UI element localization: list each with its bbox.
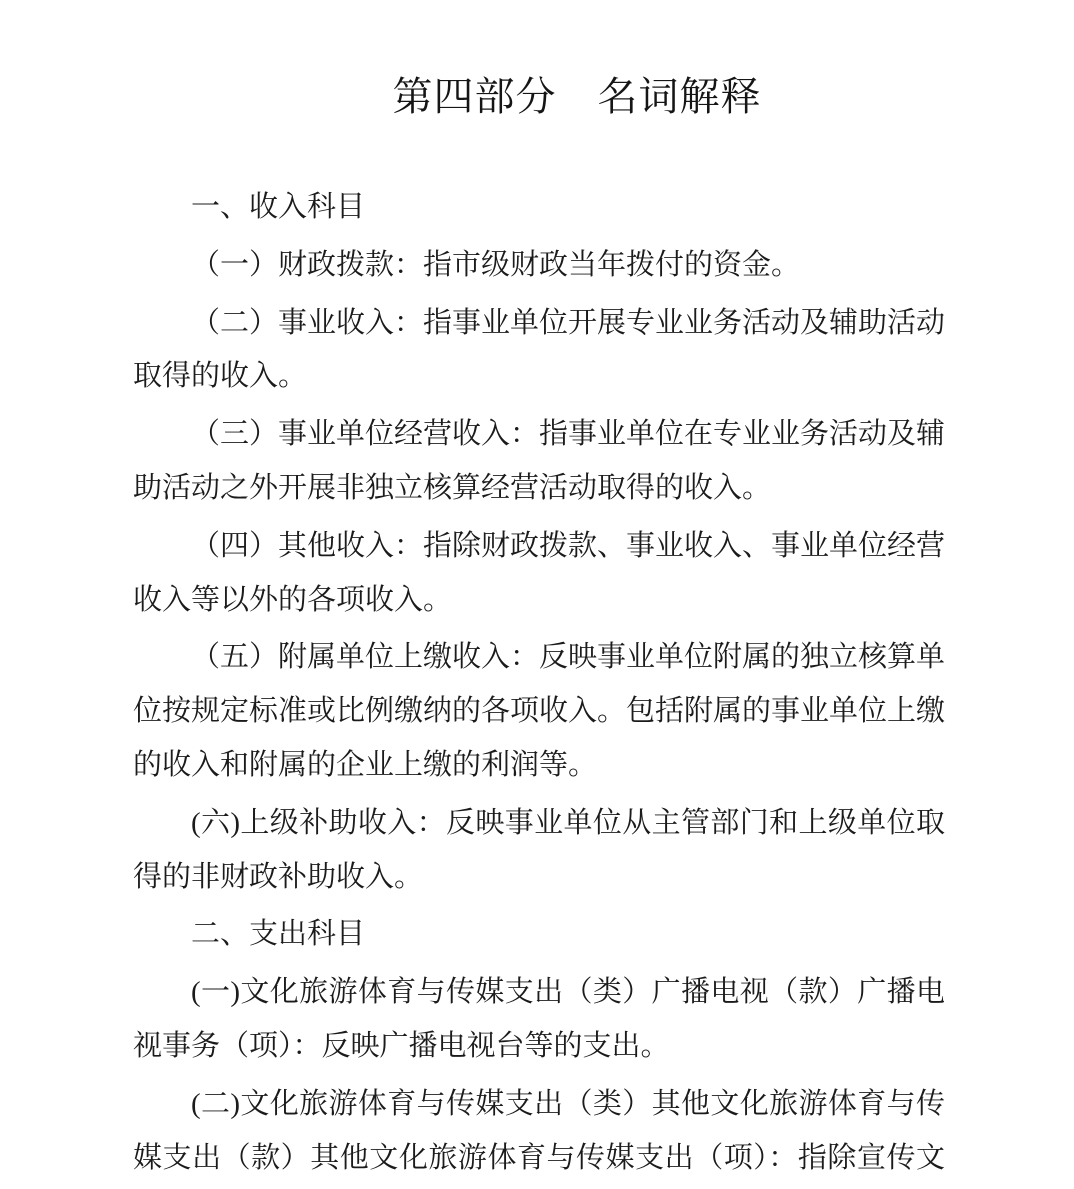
text-line: 取得的收入。 — [133, 360, 308, 393]
text-line: 得的非财政补助收入。 — [133, 860, 424, 893]
text-line: 收入等以外的各项收入。 — [133, 583, 453, 616]
text-line: （二）事业收入：指事业单位开展专业业务活动及辅助活动 — [191, 306, 945, 339]
text-line: 二、支出科目 — [191, 918, 366, 951]
text-line: (六)上级补助收入：反映事业单位从主管部门和上级单位取 — [191, 806, 945, 839]
text-line: （一）财政拨款：指市级财政当年拨付的资金。 — [191, 248, 801, 281]
text-line: （五）附属单位上缴收入：反映事业单位附属的独立核算单 — [191, 641, 945, 674]
text-line: 视事务（项）：反映广播电视台等的支出。 — [133, 1029, 670, 1062]
text-line: (一)文化旅游体育与传媒支出（类）广播电视（款）广播电 — [191, 976, 945, 1009]
text-line: (二)文化旅游体育与传媒支出（类）其他文化旅游体育与传 — [191, 1087, 945, 1120]
text-line: 的收入和附属的企业上缴的利润等。 — [133, 748, 598, 781]
text-line: 助活动之外开展非独立核算经营活动取得的收入。 — [133, 471, 772, 504]
text-line: 媒支出（款）其他文化旅游体育与传媒支出（项）：指除宣传文 — [133, 1141, 945, 1174]
text-line: 位按规定标准或比例缴纳的各项收入。包括附属的事业单位上缴 — [133, 695, 945, 728]
document-body — [133, 181, 945, 1185]
text-line: （四）其他收入：指除财政拨款、事业收入、事业单位经营 — [191, 529, 945, 562]
page-title: 第四部分 名词解释 — [392, 74, 762, 119]
text-line: （三）事业单位经营收入：指事业单位在专业业务活动及辅 — [191, 418, 945, 451]
text-line: 一、收入科目 — [191, 191, 366, 223]
